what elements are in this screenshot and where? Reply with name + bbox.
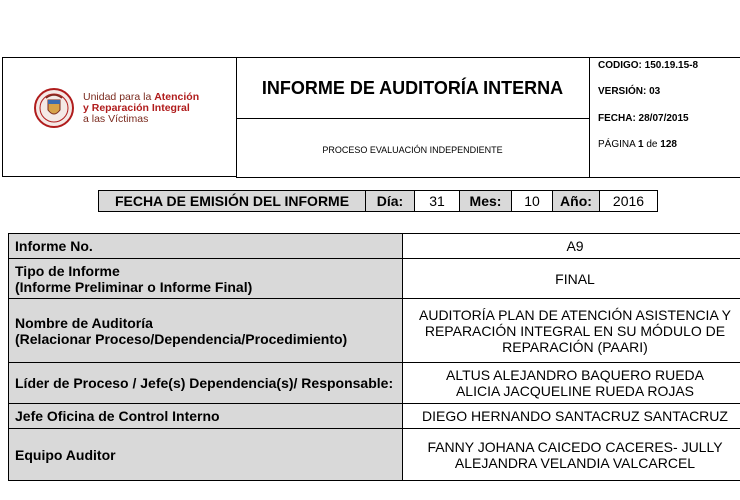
document-header [2,57,740,179]
row-value: A9 [403,234,740,259]
audit-info-table [8,233,740,481]
row-key: Nombre de Auditoría (Relacionar Proceso/Dependencia/Procedimiento) [9,299,403,363]
row-value: ALTUS ALEJANDRO BAQUERO RUEDA ALICIA JACQUELINE RUEDA ROJAS [403,363,740,404]
document-meta [589,57,740,178]
year-value: 2016 [612,193,645,209]
year-label: Año: [553,191,600,211]
day-value: 31 [415,191,460,211]
process-name: PROCESO EVALUACIÓN INDEPENDIENTE [236,118,590,178]
date-label: FECHA: 28/07/2015 [598,113,689,124]
table-row [9,234,740,259]
emission-date-strip [98,190,658,212]
table-row [9,404,740,429]
version-label: VERSIÓN: 03 [598,86,661,97]
page-label: PÁGINA 1 de 128 [598,139,677,150]
table-row [9,299,740,363]
month-label: Mes: [460,191,512,211]
table-row [9,429,740,481]
day-label: Día: [366,191,415,211]
row-value: FANNY JOHANA CAICEDO CACERES- JULLY ALEJANDRA VELANDIA VALCARCEL [403,429,740,481]
row-key: Tipo de Informe (Informe Preliminar o Informe Final) [9,259,403,299]
row-value: FINAL [403,259,740,299]
colombia-coat-of-arms-icon [34,88,74,128]
code-label: CODIGO: 150.19.15-8 [598,60,699,71]
document-title: INFORME DE AUDITORÍA INTERNA [236,57,590,119]
row-value: AUDITORÍA PLAN DE ATENCIÓN ASISTENCIA Y REPARACIÓN INTEGRAL EN SU MÓDULO DE REPARACIÓN (PAARI) [403,299,740,363]
logo-cell [2,57,237,177]
row-value: DIEGO HERNANDO SANTACRUZ SANTACRUZ [403,404,740,429]
table-row [9,363,740,404]
row-key: Informe No. [9,234,403,259]
logo-wordmark: Unidad para la Atención y Reparación Integral a las Víctimas [83,91,200,125]
row-key: Jefe Oficina de Control Interno [9,404,403,429]
table-row [9,259,740,299]
row-key: Líder de Proceso / Jefe(s) Dependencia(s)/ Responsable: [9,363,403,404]
emission-label: FECHA DE EMISIÓN DEL INFORME [99,191,366,211]
month-value: 10 [512,191,553,211]
row-key: Equipo Auditor [9,429,403,481]
